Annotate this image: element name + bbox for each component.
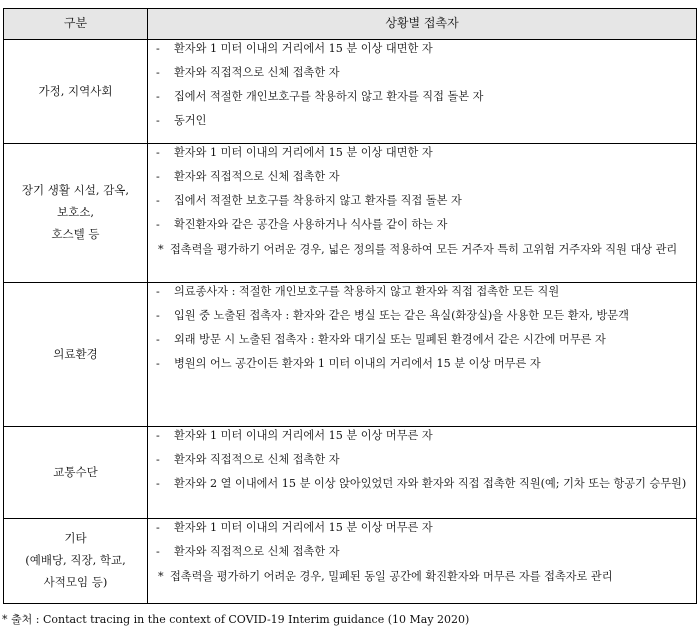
table-header-row [4, 9, 697, 40]
note-text: 접촉력을 평가하기 어려운 경우, 밀폐된 동일 공간에 확진환자와 머무른 자를 접촉자로 관리 [170, 570, 613, 583]
list-item: - 집에서 적절한 개인보호구를 착용하지 않고 환자를 직접 돌본 자 [156, 90, 696, 112]
item-text: 입원 중 노출된 접촉자 : 환자와 같은 병실 또는 같은 욕실(화장실)을 사용한 모든 환자, 방문객 [174, 309, 629, 322]
item-text: 병원의 어느 공간이든 환자와 1 미터 이내의 거리에서 15 분 이상 머무른 자 [174, 357, 541, 370]
table-row [4, 283, 697, 427]
item-text: 환자와 2 열 이내에서 15 분 이상 앉아있었던 자와 환자와 직접 접촉한 직원(예; 기차 또는 항공기 승무원) [174, 477, 687, 490]
category-label: 교통수단 [53, 464, 98, 479]
contacts-cell [148, 144, 697, 283]
item-text: 환자와 직접적으로 신체 접촉한 자 [174, 170, 340, 183]
footnote: * 접촉력을 평가하기 어려운 경우, 넓은 정의를 적용하여 모든 거주자 특히 고위험 거주자와 직원 대상 관리 [156, 242, 696, 258]
item-text: 환자와 직접적으로 신체 접촉한 자 [174, 453, 340, 466]
list-item: - 외래 방문 시 노출된 접촉자 : 환자와 대기실 또는 밀폐된 환경에서 같은 시간에 머무른 자 [156, 333, 696, 355]
item-text: 집에서 적절한 보호구를 착용하지 않고 환자를 직접 돌본 자 [174, 194, 462, 207]
source-citation: * 출처 : Contact tracing in the context of COVID-19 Interim guidance (10 May 2020) [2, 613, 470, 626]
category-label: (예배당, 직장, 학교, [25, 553, 126, 568]
list-item: - 환자와 1 미터 이내의 거리에서 15 분 이상 머무른 자 [156, 429, 696, 451]
item-text: 환자와 1 미터 이내의 거리에서 15 분 이상 머무른 자 [174, 521, 433, 534]
item-text: 환자와 1 미터 이내의 거리에서 15 분 이상 머무른 자 [174, 429, 433, 442]
list-item: - 환자와 1 미터 이내의 거리에서 15 분 이상 대면한 자 [156, 146, 696, 168]
category-cell [4, 144, 148, 283]
contacts-cell [148, 427, 697, 519]
category-cell [4, 283, 148, 427]
list-item: - 의료종사자 : 적절한 개인보호구를 착용하지 않고 환자와 직접 접촉한 모든 직원 [156, 285, 696, 307]
item-text: 환자와 1 미터 이내의 거리에서 15 분 이상 대면한 자 [174, 146, 433, 159]
footnote: * 접촉력을 평가하기 어려운 경우, 밀폐된 동일 공간에 확진환자와 머무른 자를 접촉자로 관리 [156, 569, 696, 585]
item-text: 환자와 1 미터 이내의 거리에서 15 분 이상 대면한 자 [174, 42, 433, 55]
category-label: 의료환경 [53, 346, 98, 361]
category-label: 호스텔 등 [51, 226, 100, 241]
list-item: - 환자와 직접적으로 신체 접촉한 자 [156, 545, 696, 567]
category-label: 기타 [64, 531, 87, 546]
note-text: 접촉력을 평가하기 어려운 경우, 넓은 정의를 적용하여 모든 거주자 특히 고위험 거주자와 직원 대상 관리 [170, 243, 678, 256]
contacts-cell [148, 283, 697, 427]
list-item: - 환자와 직접적으로 신체 접촉한 자 [156, 170, 696, 192]
list-item: - 확진환자와 같은 공간을 사용하거나 식사를 같이 하는 자 [156, 218, 696, 240]
item-text: 환자와 직접적으로 신체 접촉한 자 [174, 545, 340, 558]
item-text: 의료종사자 : 적절한 개인보호구를 착용하지 않고 환자와 직접 접촉한 모든 직원 [174, 285, 560, 298]
header-contacts: 상황별 접촉자 [148, 9, 697, 40]
header-category: 구분 [4, 9, 148, 40]
category-label: 보호소, [57, 205, 94, 220]
list-item: - 병원의 어느 공간이든 환자와 1 미터 이내의 거리에서 15 분 이상 머무른 자 [156, 357, 696, 379]
table-row [4, 40, 697, 144]
list-item: - 동거인 [156, 114, 696, 136]
item-text: 환자와 직접적으로 신체 접촉한 자 [174, 66, 340, 79]
list-item: - 집에서 적절한 보호구를 착용하지 않고 환자를 직접 돌본 자 [156, 194, 696, 216]
list-item: - 환자와 1 미터 이내의 거리에서 15 분 이상 대면한 자 [156, 42, 696, 64]
item-text: 동거인 [174, 114, 207, 127]
category-cell [4, 519, 148, 604]
contact-classification-table [3, 8, 697, 604]
contacts-cell [148, 519, 697, 604]
table-row [4, 519, 697, 604]
list-item: - 환자와 2 열 이내에서 15 분 이상 앉아있었던 자와 환자와 직접 접촉한 직원(예; 기차 또는 항공기 승무원) [156, 477, 696, 499]
category-label: 사적모임 등) [43, 574, 108, 589]
category-label: 가정, 지역사회 [38, 83, 113, 98]
table-row [4, 144, 697, 283]
item-text: 외래 방문 시 노출된 접촉자 : 환자와 대기실 또는 밀폐된 환경에서 같은 시간에 머무른 자 [174, 333, 606, 346]
list-item: - 환자와 직접적으로 신체 접촉한 자 [156, 66, 696, 88]
list-item: - 환자와 1 미터 이내의 거리에서 15 분 이상 머무른 자 [156, 521, 696, 543]
contacts-cell [148, 40, 697, 144]
item-text: 집에서 적절한 개인보호구를 착용하지 않고 환자를 직접 돌본 자 [174, 90, 484, 103]
list-item: - 환자와 직접적으로 신체 접촉한 자 [156, 453, 696, 475]
category-label: 장기 생활 시설, 감옥, [21, 183, 130, 198]
category-cell [4, 427, 148, 519]
table-row [4, 427, 697, 519]
item-text: 확진환자와 같은 공간을 사용하거나 식사를 같이 하는 자 [174, 218, 448, 231]
list-item: - 입원 중 노출된 접촉자 : 환자와 같은 병실 또는 같은 욕실(화장실)을 사용한 모든 환자, 방문객 [156, 309, 696, 331]
category-cell [4, 40, 148, 144]
